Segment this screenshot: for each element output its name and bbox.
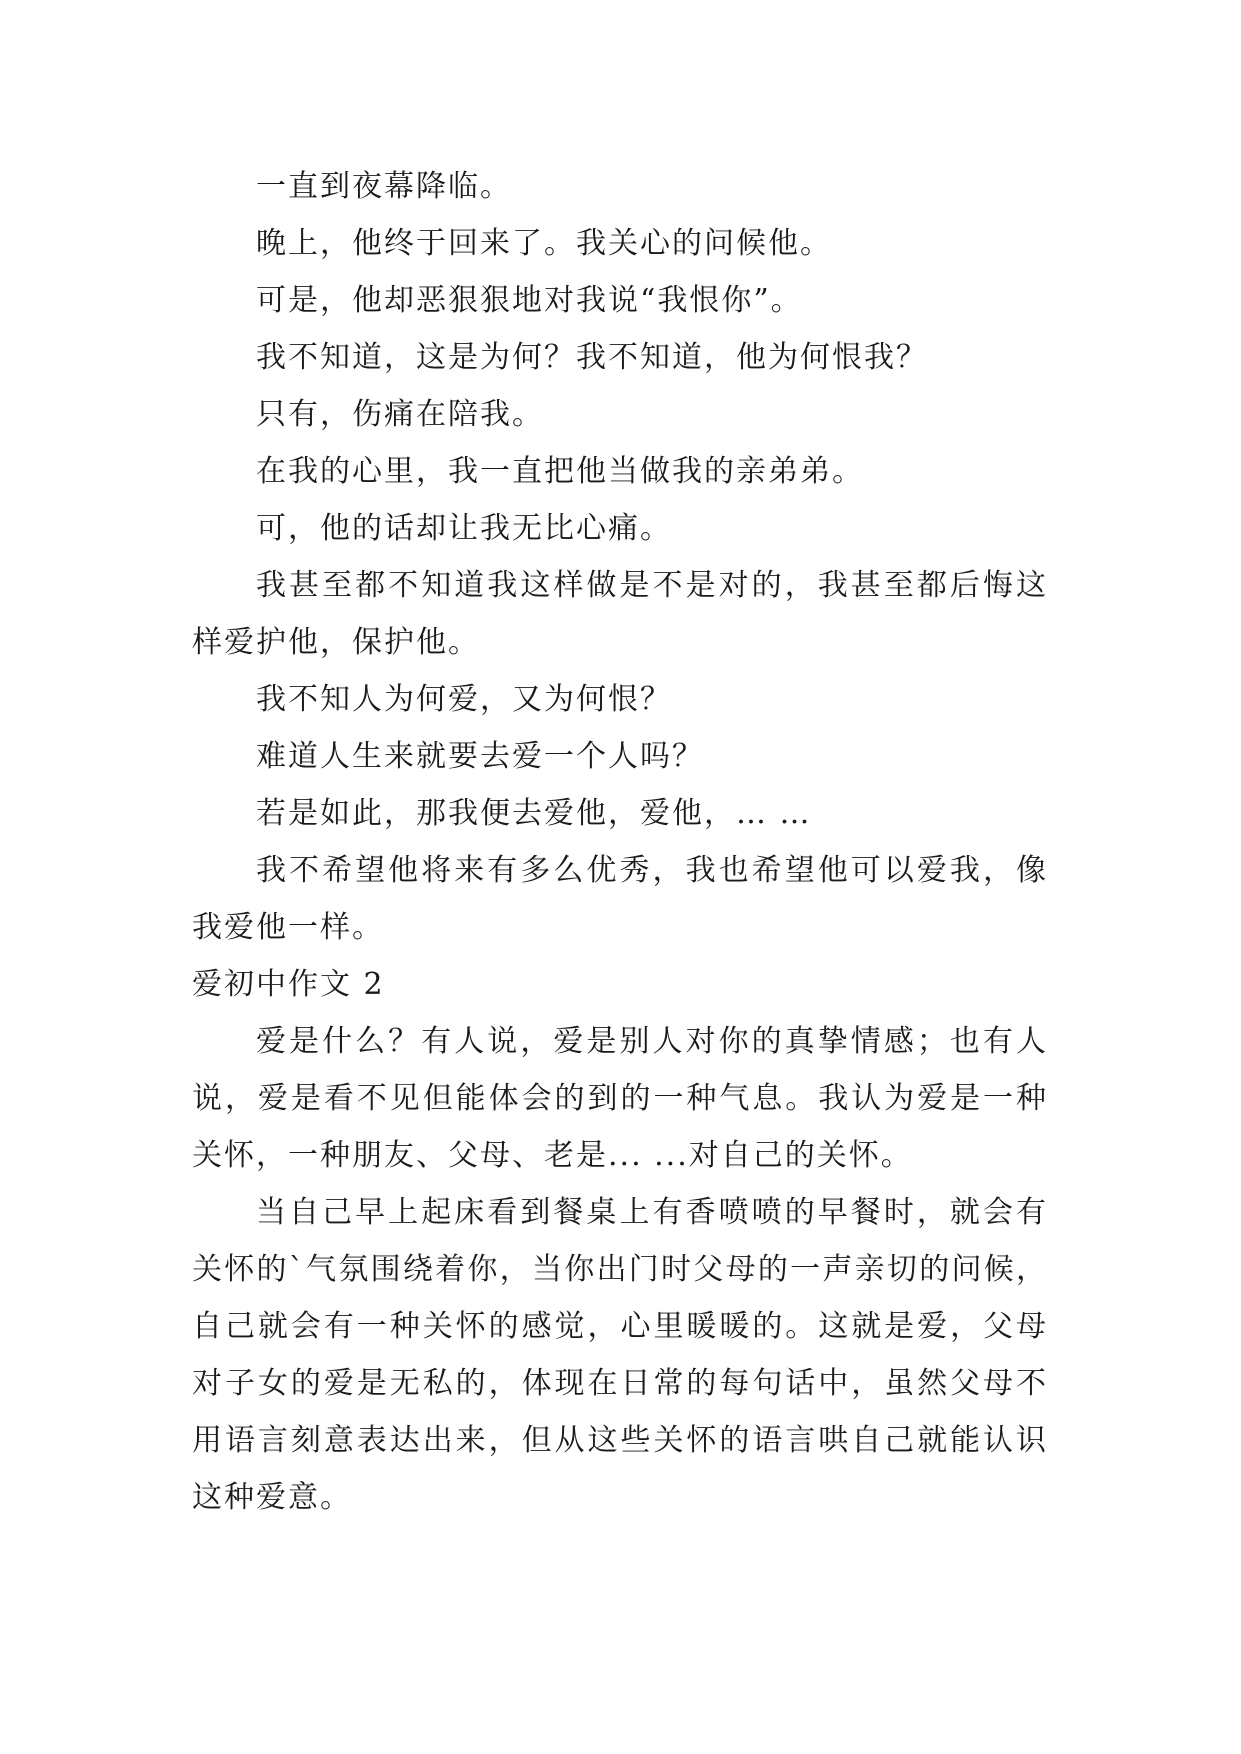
paragraph: 我不知人为何爱，又为何恨？	[256, 682, 672, 717]
paragraph: 可是，他却恶狠狠地对我说“我恨你”。	[256, 283, 803, 318]
paragraph: 爱是什么？有人说，爱是别人对你的真挚情感；也有人说，爱是看不见但能体会的到的一种气息。我认为爱是一种关怀，一种朋友、父母、老是... ...对自己的关怀。	[192, 1024, 1048, 1173]
paragraph: 可，他的话却让我无比心痛。	[256, 511, 672, 546]
paragraph: 我不知道，这是为何？我不知道，他为何恨我？	[256, 340, 928, 375]
paragraph: 在我的心里，我一直把他当做我的亲弟弟。	[256, 454, 864, 489]
paragraph: 我甚至都不知道我这样做是不是对的，我甚至都后悔这样爱护他，保护他。	[192, 568, 1048, 660]
paragraph: 晚上，他终于回来了。我关心的问候他。	[256, 226, 832, 261]
paragraph: 只有，伤痛在陪我。	[256, 397, 544, 432]
section-heading: 爱初中作文 2	[192, 967, 385, 1002]
paragraph: 一直到夜幕降临。	[256, 169, 512, 204]
paragraph: 难道人生来就要去爱一个人吗？	[256, 739, 704, 774]
document-body	[192, 158, 1048, 1526]
paragraph: 我不希望他将来有多么优秀，我也希望他可以爱我，像我爱他一样。	[192, 853, 1048, 945]
paragraph: 当自己早上起床看到餐桌上有香喷喷的早餐时，就会有关怀的`气氛围绕着你，当你出门时父母的一声亲切的问候，自己就会有一种关怀的感觉，心里暖暖的。这就是爱，父母对子女的爱是无私的，体现在日常的每句话中，虽然父母不用语言刻意表达出来，但从这些关怀的语言哄自己就能认识这种爱意。	[192, 1195, 1048, 1515]
paragraph: 若是如此，那我便去爱他，爱他，… …	[256, 796, 812, 831]
